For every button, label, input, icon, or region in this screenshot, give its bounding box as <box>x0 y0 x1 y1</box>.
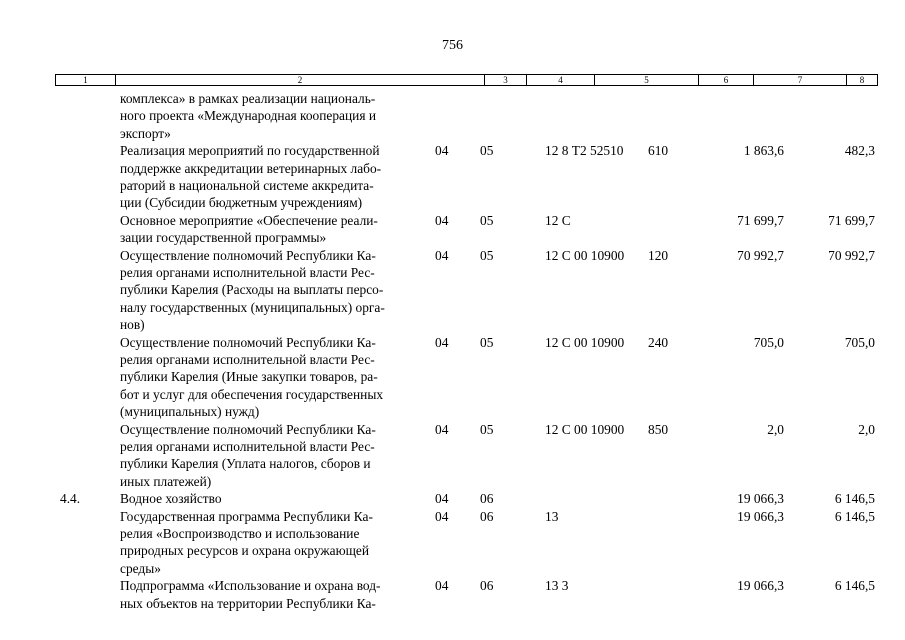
cell-amount-year-1: 1 863,6 <box>743 143 784 159</box>
cell-subsection: 05 <box>480 212 494 228</box>
row-description-line: Осуществление полномочий Республики Ка- <box>120 421 376 437</box>
cell-section: 04 <box>435 334 449 350</box>
row-description-line: Водное хозяйство <box>120 491 222 507</box>
cell-section: 04 <box>435 508 449 524</box>
cell-section: 04 <box>435 491 449 507</box>
cell-expense-type: 240 <box>648 334 669 350</box>
cell-target-article: 12 С 00 10900 <box>545 247 625 263</box>
cell-amount-year-2: 70 992,7 <box>828 247 875 263</box>
cell-target-article: 12 8 Т2 52510 <box>545 143 624 159</box>
cell-amount-year-1: 70 992,7 <box>737 247 784 263</box>
cell-section: 04 <box>435 247 449 263</box>
row-description-line: ного проекта «Международная кооперация и <box>120 108 377 124</box>
cell-amount-year-1: 2,0 <box>767 421 784 437</box>
row-description-line: природных ресурсов и охрана окружающей <box>120 543 370 559</box>
cell-amount-year-2: 6 146,5 <box>834 578 875 594</box>
cell-amount-year-2: 71 699,7 <box>828 212 875 228</box>
row-description-line: публики Карелия (Уплата налогов, сборов и <box>120 456 371 472</box>
cell-target-article: 12 С 00 10900 <box>545 421 625 437</box>
cell-subsection: 06 <box>480 508 494 524</box>
cell-section: 04 <box>435 143 449 159</box>
row-description-line: Реализация мероприятий по государственной <box>120 143 380 159</box>
row-description-line: комплекса» в рамках реализации националь- <box>120 91 376 106</box>
row-description-line: бот и услуг для обеспечения государственных <box>120 386 384 402</box>
row-description-line: экспорт» <box>120 125 171 141</box>
cell-amount-year-1: 71 699,7 <box>737 212 784 228</box>
row-description-line: релия «Воспроизводство и использование <box>120 526 360 541</box>
cell-amount-year-1: 19 066,3 <box>737 508 784 524</box>
cell-target-article: 12 С 00 10900 <box>545 334 625 350</box>
cell-expense-type: 120 <box>648 247 669 263</box>
row-description-line: среды» <box>120 560 161 576</box>
row-description-line: Государственная программа Республики Ка- <box>120 508 373 524</box>
cell-section: 04 <box>435 421 449 437</box>
header-cell-3: 3 <box>485 75 527 85</box>
cell-subsection: 06 <box>480 491 494 507</box>
row-description-line: Осуществление полномочий Республики Ка- <box>120 334 376 350</box>
row-description-line: ции (Субсидии бюджетным учреждениям) <box>120 195 363 211</box>
header-cell-4: 4 <box>527 75 595 85</box>
header-cell-2: 2 <box>116 75 485 85</box>
cell-section: 04 <box>435 578 449 594</box>
cell-target-article: 13 3 <box>545 578 569 594</box>
row-description-line: (муниципальных) нужд) <box>120 404 260 420</box>
cell-target-article: 13 <box>545 508 559 524</box>
row-description-line: релия органами исполнительной власти Рес- <box>120 265 375 280</box>
cell-subsection: 06 <box>480 578 494 594</box>
row-description-line: релия органами исполнительной власти Рес- <box>120 439 375 454</box>
row-number: 4.4. <box>60 491 81 507</box>
row-description-line: публики Карелия (Расходы на выплаты персо- <box>120 282 384 298</box>
row-description-line: публики Карелия (Иные закупки товаров, ра- <box>120 369 378 385</box>
cell-amount-year-1: 19 066,3 <box>737 578 784 594</box>
row-description-line: ных объектов на территории Республики Ка- <box>120 595 376 611</box>
row-description-line: Осуществление полномочий Республики Ка- <box>120 247 376 263</box>
cell-expense-type: 610 <box>648 143 669 159</box>
row-description-line: зации государственной программы» <box>120 230 327 246</box>
cell-amount-year-2: 482,3 <box>844 143 875 159</box>
header-cell-1: 1 <box>56 75 116 85</box>
cell-amount-year-1: 19 066,3 <box>737 491 784 507</box>
cell-expense-type: 850 <box>648 421 669 437</box>
cell-subsection: 05 <box>480 334 494 350</box>
cell-amount-year-2: 705,0 <box>844 334 875 350</box>
header-cell-8: 8 <box>859 75 865 85</box>
cell-target-article: 12 С <box>545 212 571 228</box>
row-description-line: Основное мероприятие «Обеспечение реали- <box>120 212 378 228</box>
cell-subsection: 05 <box>480 421 494 437</box>
row-description-line: иных платежей) <box>120 473 212 489</box>
header-cell-6: 6 <box>699 75 754 85</box>
header-cell-5: 5 <box>595 75 699 85</box>
cell-amount-year-2: 2,0 <box>858 421 875 437</box>
cell-subsection: 05 <box>480 247 494 263</box>
cell-section: 04 <box>435 212 449 228</box>
table-header-row <box>55 74 878 86</box>
row-description-line: раторий в национальной системе аккредита- <box>120 178 374 193</box>
header-cell-7: 7 <box>754 75 847 85</box>
row-description-line: релия органами исполнительной власти Рес- <box>120 352 375 367</box>
cell-amount-year-1: 705,0 <box>753 334 784 350</box>
cell-amount-year-2: 6 146,5 <box>834 491 875 507</box>
cell-amount-year-2: 6 146,5 <box>834 508 875 524</box>
row-description-line: Подпрограмма «Использование и охрана вод- <box>120 578 381 594</box>
page-number: 756 <box>442 38 463 53</box>
row-description-line: нов) <box>120 317 145 333</box>
row-description-line: налу государственных (муниципальных) орга- <box>120 299 385 315</box>
cell-subsection: 05 <box>480 143 494 159</box>
row-description-line: поддержке аккредитации ветеринарных лабо- <box>120 160 382 176</box>
